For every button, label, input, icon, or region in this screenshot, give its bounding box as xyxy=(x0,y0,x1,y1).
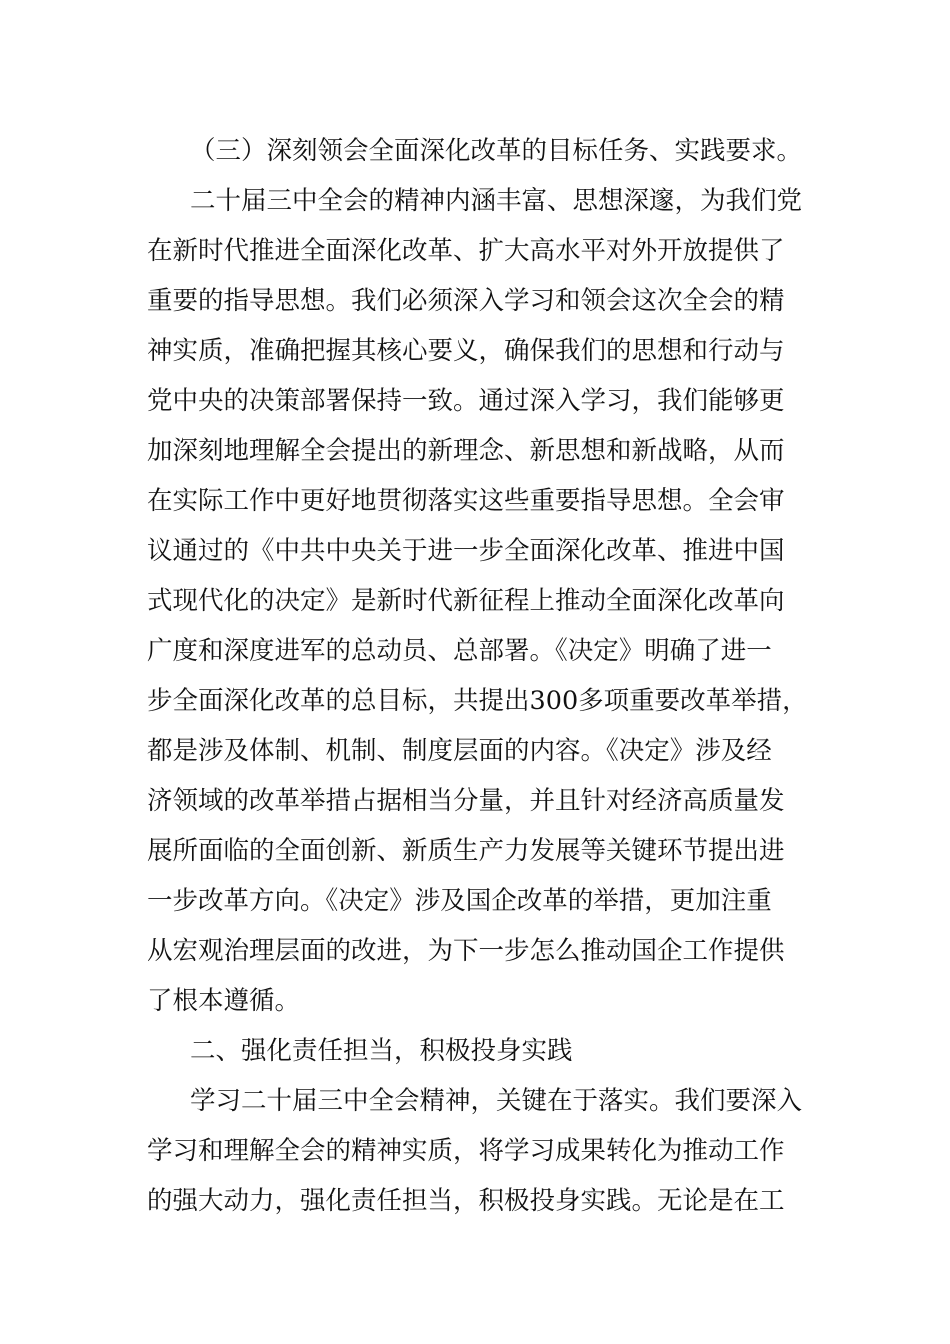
paragraph-line: 学习二十届三中全会精神，关键在于落实。我们要深入 xyxy=(190,1086,803,1116)
paragraph-line: 加深刻地理解全会提出的新理念、新思想和新战略，从而 xyxy=(147,436,785,466)
section-heading-three: （三）深刻领会全面深化改革的目标任务、实践要求。 xyxy=(190,136,803,166)
paragraph-line: 重要的指导思想。我们必须深入学习和领会这次全会的精 xyxy=(147,286,785,316)
paragraph-line: 了根本遵循。 xyxy=(147,986,301,1016)
paragraph-line: 党中央的决策部署保持一致。通过深入学习，我们能够更 xyxy=(147,386,785,416)
paragraph-line: 在新时代推进全面深化改革、扩大高水平对外开放提供了 xyxy=(147,236,785,266)
section-heading-two: 二、强化责任担当，积极投身实践 xyxy=(190,1036,573,1066)
paragraph-line: 二十届三中全会的精神内涵丰富、思想深邃，为我们党 xyxy=(190,186,803,216)
paragraph-line: 议通过的《中共中央关于进一步全面深化改革、推进中国 xyxy=(147,536,785,566)
paragraph-line: 一步改革方向。《决定》涉及国企改革的举措，更加注重 xyxy=(147,886,772,916)
paragraph-line: 从宏观治理层面的改进，为下一步怎么推动国企工作提供 xyxy=(147,936,785,966)
paragraph-line: 都是涉及体制、机制、制度层面的内容。《决定》涉及经 xyxy=(147,736,772,766)
paragraph-line: 济领域的改革举措占据相当分量，并且针对经济高质量发 xyxy=(147,786,785,816)
paragraph-line: 学习和理解全会的精神实质，将学习成果转化为推动工作 xyxy=(147,1136,785,1166)
paragraph-line: 式现代化的决定》是新时代新征程上推动全面深化改革向 xyxy=(147,586,785,616)
paragraph-line: 广度和深度进军的总动员、总部署。《决定》明确了进一 xyxy=(147,636,772,666)
paragraph-line: 在实际工作中更好地贯彻落实这些重要指导思想。全会审 xyxy=(147,486,785,516)
paragraph-line: 展所面临的全面创新、新质生产力发展等关键环节提出进 xyxy=(147,836,785,866)
paragraph-line: 神实质，准确把握其核心要义，确保我们的思想和行动与 xyxy=(147,336,785,366)
paragraph-line: 的强大动力，强化责任担当，积极投身实践。无论是在工 xyxy=(147,1186,785,1216)
paragraph-line: 步全面深化改革的总目标，共提出300多项重要改革举措， xyxy=(147,686,808,716)
